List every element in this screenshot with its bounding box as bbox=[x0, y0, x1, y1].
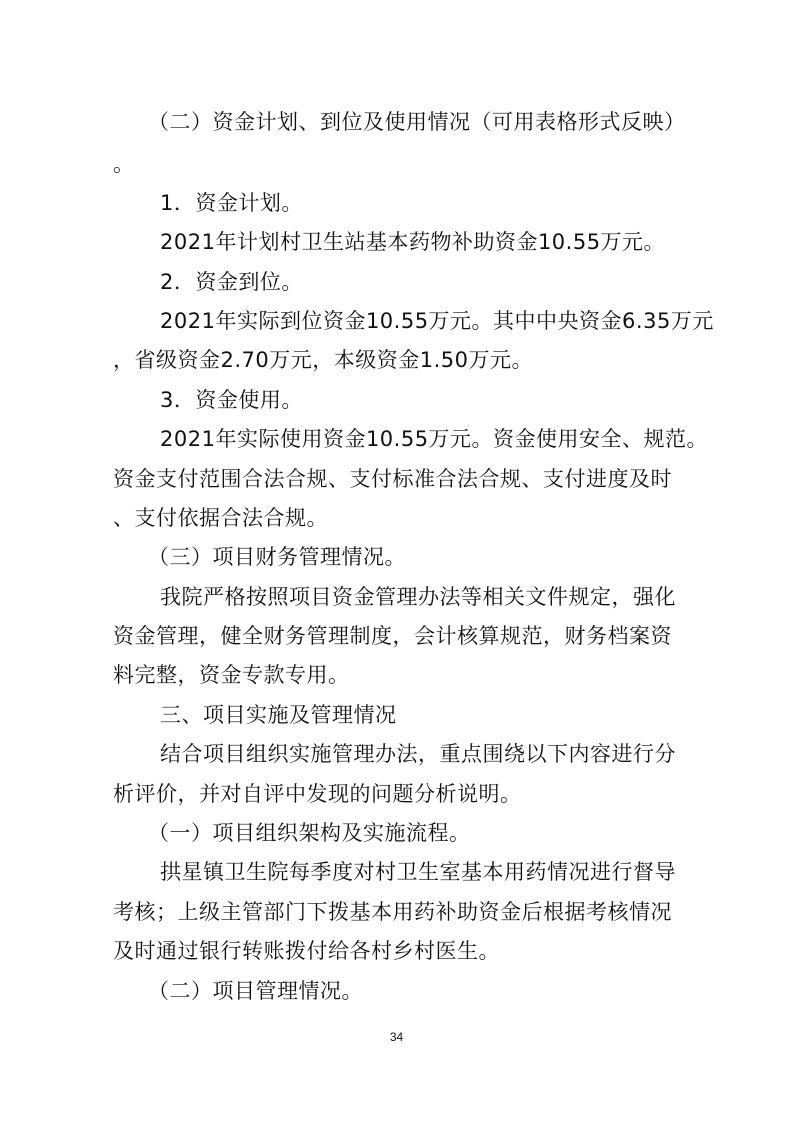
heading-section-three: 三、项目实施及管理情况 bbox=[160, 703, 397, 727]
paragraph-line: 2021年实际使用资金10.55万元。资金使用安全、规范。 bbox=[160, 427, 709, 451]
subheading-fund-usage: 3．资金使用。 bbox=[160, 388, 303, 412]
paragraph-line: 析评价，并对自评中发现的问题分析说明。 bbox=[113, 782, 522, 806]
paragraph-line: 2021年实际到位资金10.55万元。其中中央资金6.35万元 bbox=[160, 309, 714, 333]
subheading-fund-arrival: 2．资金到位。 bbox=[160, 270, 303, 294]
heading-project-management: （二）项目管理情况。 bbox=[148, 979, 363, 1003]
paragraph-line: 结合项目组织实施管理办法，重点围绕以下内容进行分 bbox=[160, 742, 676, 766]
paragraph-line: 料完整，资金专款专用。 bbox=[113, 663, 350, 687]
paragraph-line: 拱星镇卫生院每季度对村卫生室基本用药情况进行督导 bbox=[160, 860, 676, 884]
paragraph-line: 资金管理，健全财务管理制度，会计核算规范，财务档案资 bbox=[113, 624, 672, 648]
paragraph-line: 我院严格按照项目资金管理办法等相关文件规定，强化 bbox=[160, 585, 676, 609]
paragraph-line: 考核；上级主管部门下拨基本用药补助资金后根据考核情况 bbox=[113, 900, 672, 924]
paragraph-line: 、支付依据合法合规。 bbox=[113, 506, 328, 530]
paragraph-line: 。 bbox=[113, 152, 135, 176]
heading-funding-plan: （二）资金计划、到位及使用情况（可用表格形式反映） bbox=[148, 110, 686, 134]
heading-financial-management: （三）项目财务管理情况。 bbox=[148, 545, 406, 569]
heading-org-structure: （一）项目组织架构及实施流程。 bbox=[148, 821, 471, 845]
paragraph-line: 资金支付范围合法合规、支付标准合法合规、支付进度及时 bbox=[113, 467, 672, 491]
paragraph-line: 2021年计划村卫生站基本药物补助资金10.55万元。 bbox=[160, 230, 666, 254]
subheading-fund-plan: 1．资金计划。 bbox=[160, 191, 303, 215]
page-number: 34 bbox=[389, 1030, 404, 1044]
paragraph-line: ，省级资金2.70万元，本级资金1.50万元。 bbox=[113, 348, 534, 372]
paragraph-line: 及时通过银行转账拨付给各村乡村医生。 bbox=[113, 939, 500, 963]
